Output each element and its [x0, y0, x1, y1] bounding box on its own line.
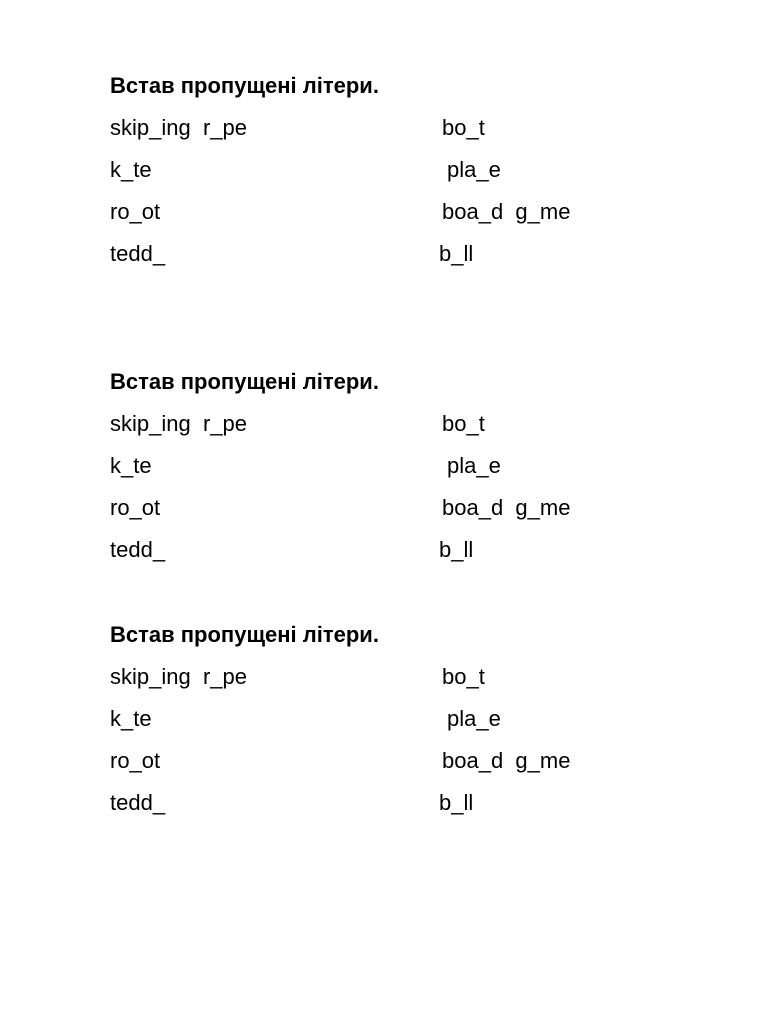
word-right: b_ll	[439, 241, 474, 266]
word-right: bo_t	[442, 115, 485, 140]
word-left: k_te	[110, 157, 152, 182]
exercise-row	[110, 493, 670, 535]
exercise-row	[110, 746, 670, 788]
word-left: ro_ot	[110, 748, 161, 773]
exercise-row	[110, 239, 670, 281]
word-right: boa_d g_me	[442, 748, 571, 773]
exercise-block	[110, 367, 670, 577]
exercise-row	[110, 197, 670, 239]
exercise-rows	[110, 113, 670, 281]
word-left: ro_ot	[110, 199, 161, 224]
word-right: boa_d g_me	[442, 495, 571, 520]
exercise-row	[110, 788, 670, 830]
exercise-row	[110, 662, 670, 704]
word-left: skip_ing r_pe	[110, 411, 247, 436]
exercise-row	[110, 113, 670, 155]
word-left: tedd_	[110, 537, 166, 562]
exercise-heading: Встав пропущені літери.	[110, 73, 379, 98]
word-left: ro_ot	[110, 495, 161, 520]
exercise-rows	[110, 409, 670, 577]
word-right: boa_d g_me	[442, 199, 571, 224]
word-left: skip_ing r_pe	[110, 664, 247, 689]
word-right: pla_e	[447, 706, 501, 731]
word-left: k_te	[110, 706, 152, 731]
exercise-heading: Встав пропущені літери.	[110, 369, 379, 394]
exercise-row	[110, 451, 670, 493]
word-right: b_ll	[439, 790, 474, 815]
word-left: skip_ing r_pe	[110, 115, 247, 140]
word-right: pla_e	[447, 453, 501, 478]
exercise-block	[110, 71, 670, 281]
exercise-rows	[110, 662, 670, 830]
word-right: bo_t	[442, 411, 485, 436]
exercise-row	[110, 155, 670, 197]
word-left: tedd_	[110, 790, 166, 815]
word-left: k_te	[110, 453, 152, 478]
exercise-heading: Встав пропущені літери.	[110, 622, 379, 647]
word-left: tedd_	[110, 241, 166, 266]
exercise-row	[110, 409, 670, 451]
exercise-row	[110, 535, 670, 577]
exercise-block	[110, 620, 670, 830]
word-right: bo_t	[442, 664, 485, 689]
word-right: pla_e	[447, 157, 501, 182]
exercise-row	[110, 704, 670, 746]
word-right: b_ll	[439, 537, 474, 562]
